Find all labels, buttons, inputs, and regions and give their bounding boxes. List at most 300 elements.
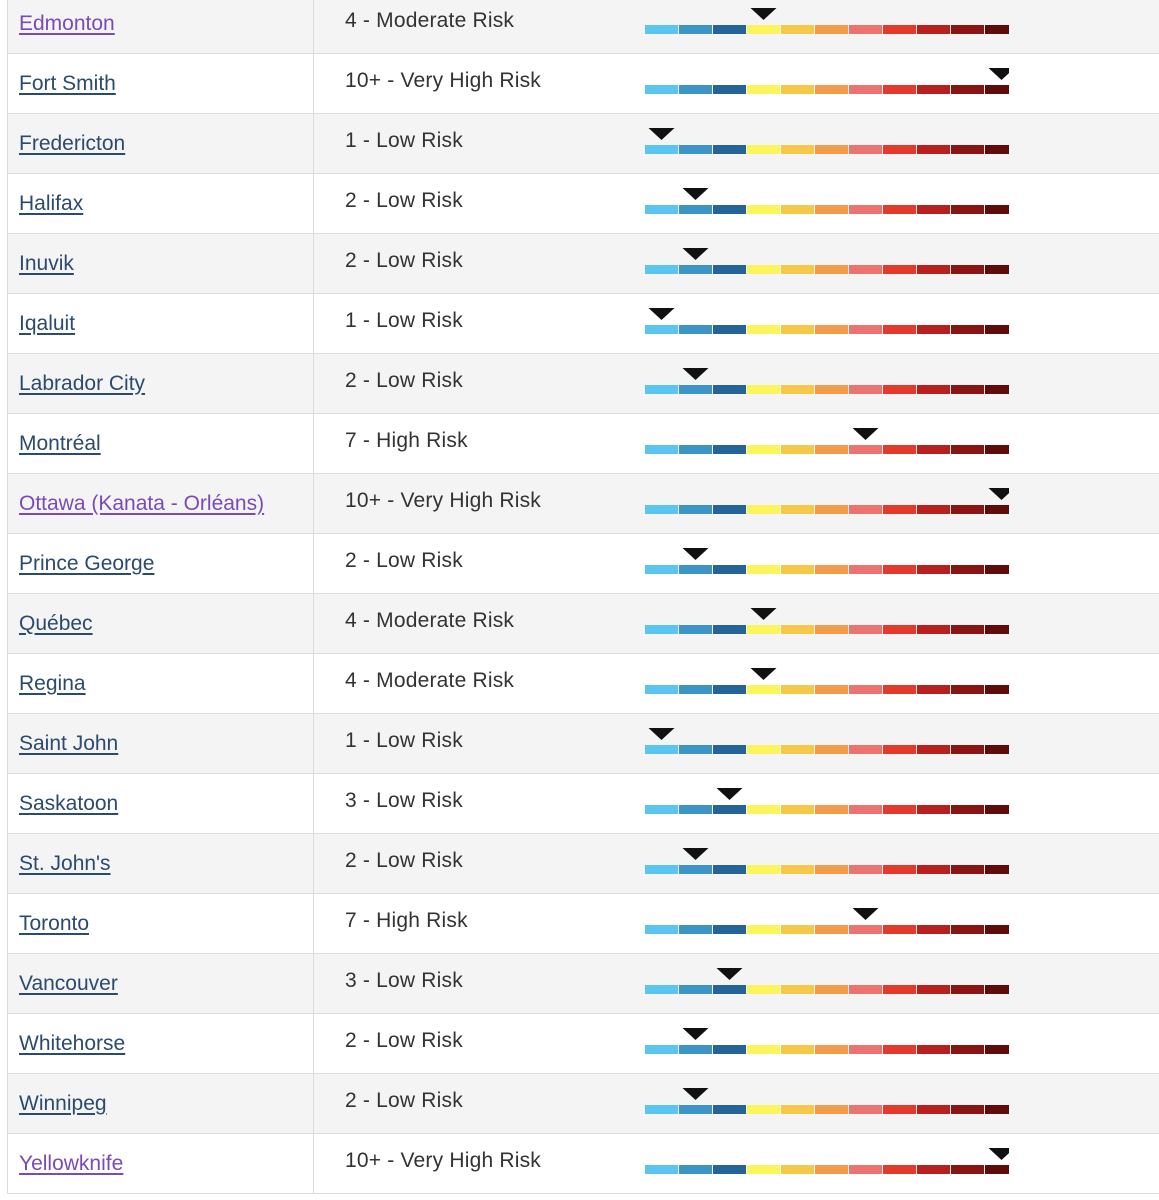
risk-scale-graphic xyxy=(645,294,1009,353)
scale-segment-6 xyxy=(815,265,848,274)
city-link[interactable]: Saskatoon xyxy=(19,791,119,815)
scale-segment-6 xyxy=(815,625,848,634)
risk-label: 7 - High Risk xyxy=(345,429,468,452)
scale-segment-10 xyxy=(951,1105,984,1114)
scale-segment-3 xyxy=(713,1045,746,1054)
risk-scale xyxy=(645,294,1009,353)
city-cell xyxy=(8,954,314,1013)
risk-label: 2 - Low Risk xyxy=(345,249,463,272)
scale-segment-8 xyxy=(883,505,916,514)
city-cell xyxy=(8,714,314,773)
city-link[interactable]: Labrador City xyxy=(19,371,146,395)
risk-cell xyxy=(314,54,1159,113)
scale-segment-2 xyxy=(679,85,712,94)
scale-segment-1 xyxy=(645,1045,678,1054)
risk-label: 4 - Moderate Risk xyxy=(345,609,515,632)
scale-segment-8 xyxy=(883,145,916,154)
scale-segment-3 xyxy=(713,85,746,94)
risk-label: 10+ - Very High Risk xyxy=(345,1149,541,1172)
scale-segment-6 xyxy=(815,505,848,514)
city-cell xyxy=(8,414,314,473)
risk-label: 2 - Low Risk xyxy=(345,549,463,572)
risk-cell xyxy=(314,534,1159,593)
city-link[interactable]: Fort Smith xyxy=(19,71,116,95)
scale-segment-10 xyxy=(951,505,984,514)
risk-scale-graphic xyxy=(645,534,1009,593)
risk-scale xyxy=(645,594,1009,653)
city-link[interactable]: Québec xyxy=(19,611,93,635)
scale-segment-2 xyxy=(679,685,712,694)
table-row xyxy=(8,234,1159,294)
scale-segment-1 xyxy=(645,1105,678,1114)
scale-segment-9 xyxy=(917,1105,950,1114)
scale-segment-10 xyxy=(951,565,984,574)
scale-segment-11 xyxy=(985,1105,1009,1114)
risk-marker-icon xyxy=(717,788,743,800)
scale-segment-4 xyxy=(747,205,780,214)
scale-segment-11 xyxy=(985,265,1009,274)
risk-cell xyxy=(314,774,1159,833)
scale-segment-8 xyxy=(883,265,916,274)
scale-segment-9 xyxy=(917,85,950,94)
scale-segment-3 xyxy=(713,925,746,934)
city-link[interactable]: Whitehorse xyxy=(19,1031,126,1055)
scale-segment-5 xyxy=(781,685,814,694)
scale-segment-7 xyxy=(849,85,882,94)
scale-segment-4 xyxy=(747,1045,780,1054)
risk-marker-icon xyxy=(683,1088,709,1100)
risk-label: 2 - Low Risk xyxy=(345,189,463,212)
scale-segment-8 xyxy=(883,985,916,994)
risk-scale-graphic xyxy=(645,54,1009,113)
scale-segment-10 xyxy=(951,625,984,634)
risk-marker-icon xyxy=(751,668,777,680)
risk-scale-graphic xyxy=(645,1014,1009,1073)
risk-scale-graphic xyxy=(645,654,1009,713)
risk-marker-icon xyxy=(649,728,675,740)
risk-scale xyxy=(645,474,1009,533)
scale-segment-1 xyxy=(645,445,678,454)
city-link[interactable]: Winnipeg xyxy=(19,1091,107,1115)
scale-segment-5 xyxy=(781,985,814,994)
scale-segment-2 xyxy=(679,445,712,454)
city-cell xyxy=(8,354,314,413)
scale-segment-4 xyxy=(747,325,780,334)
table-row xyxy=(8,1014,1159,1074)
city-cell xyxy=(8,834,314,893)
scale-segment-5 xyxy=(781,625,814,634)
scale-segment-1 xyxy=(645,985,678,994)
scale-segment-2 xyxy=(679,265,712,274)
table-row xyxy=(8,1134,1159,1194)
risk-scale-graphic xyxy=(645,894,1009,953)
risk-scale xyxy=(645,0,1009,53)
scale-segment-9 xyxy=(917,265,950,274)
scale-segment-11 xyxy=(985,925,1009,934)
risk-marker-icon xyxy=(649,308,675,320)
air-quality-risk-table xyxy=(7,0,1159,1194)
scale-segment-1 xyxy=(645,325,678,334)
scale-segment-8 xyxy=(883,685,916,694)
scale-segment-3 xyxy=(713,205,746,214)
table-row xyxy=(8,1074,1159,1134)
scale-segment-2 xyxy=(679,25,712,34)
risk-label: 1 - Low Risk xyxy=(345,309,463,332)
risk-marker-icon xyxy=(989,488,1010,500)
scale-segment-1 xyxy=(645,745,678,754)
scale-segment-6 xyxy=(815,685,848,694)
scale-segment-1 xyxy=(645,385,678,394)
scale-segment-2 xyxy=(679,505,712,514)
risk-cell xyxy=(314,414,1159,473)
scale-segment-7 xyxy=(849,1045,882,1054)
scale-segment-2 xyxy=(679,925,712,934)
scale-segment-5 xyxy=(781,505,814,514)
scale-segment-8 xyxy=(883,25,916,34)
scale-segment-2 xyxy=(679,985,712,994)
scale-segment-9 xyxy=(917,625,950,634)
scale-segment-1 xyxy=(645,25,678,34)
risk-label: 3 - Low Risk xyxy=(345,969,463,992)
scale-segment-8 xyxy=(883,925,916,934)
scale-segment-5 xyxy=(781,385,814,394)
risk-label: 1 - Low Risk xyxy=(345,129,463,152)
scale-segment-8 xyxy=(883,1165,916,1174)
scale-segment-7 xyxy=(849,625,882,634)
scale-segment-1 xyxy=(645,1165,678,1174)
risk-scale xyxy=(645,414,1009,473)
scale-segment-5 xyxy=(781,1165,814,1174)
risk-scale-graphic xyxy=(645,954,1009,1013)
scale-segment-6 xyxy=(815,1045,848,1054)
city-link[interactable]: Edmonton xyxy=(19,11,115,35)
scale-segment-3 xyxy=(713,1165,746,1174)
scale-segment-7 xyxy=(849,1165,882,1174)
city-link[interactable]: Regina xyxy=(19,671,86,695)
risk-scale xyxy=(645,234,1009,293)
city-link[interactable]: Yellowknife xyxy=(19,1151,124,1175)
risk-scale xyxy=(645,174,1009,233)
scale-segment-6 xyxy=(815,325,848,334)
scale-segment-6 xyxy=(815,25,848,34)
scale-segment-3 xyxy=(713,1105,746,1114)
scale-segment-4 xyxy=(747,505,780,514)
scale-segment-7 xyxy=(849,325,882,334)
scale-segment-9 xyxy=(917,385,950,394)
scale-segment-2 xyxy=(679,145,712,154)
city-cell xyxy=(8,774,314,833)
scale-segment-1 xyxy=(645,205,678,214)
scale-segment-5 xyxy=(781,85,814,94)
scale-segment-9 xyxy=(917,565,950,574)
scale-segment-7 xyxy=(849,865,882,874)
scale-segment-11 xyxy=(985,445,1009,454)
risk-label: 7 - High Risk xyxy=(345,909,468,932)
city-cell xyxy=(8,474,314,533)
scale-segment-5 xyxy=(781,205,814,214)
table-row xyxy=(8,774,1159,834)
city-cell xyxy=(8,654,314,713)
scale-segment-1 xyxy=(645,565,678,574)
risk-scale-graphic xyxy=(645,234,1009,293)
risk-marker-icon xyxy=(751,8,777,20)
risk-marker-icon xyxy=(989,68,1010,80)
risk-cell xyxy=(314,1134,1159,1193)
risk-scale xyxy=(645,534,1009,593)
scale-segment-7 xyxy=(849,925,882,934)
scale-segment-10 xyxy=(951,685,984,694)
risk-cell xyxy=(314,354,1159,413)
risk-scale-graphic xyxy=(645,474,1009,533)
scale-segment-11 xyxy=(985,385,1009,394)
scale-segment-2 xyxy=(679,1045,712,1054)
risk-scale-graphic xyxy=(645,1074,1009,1133)
table-row xyxy=(8,414,1159,474)
scale-segment-4 xyxy=(747,685,780,694)
risk-scale xyxy=(645,954,1009,1013)
scale-segment-5 xyxy=(781,325,814,334)
scale-segment-3 xyxy=(713,25,746,34)
scale-segment-3 xyxy=(713,505,746,514)
scale-segment-3 xyxy=(713,565,746,574)
table-row xyxy=(8,894,1159,954)
city-link[interactable]: Vancouver xyxy=(19,971,118,995)
scale-segment-11 xyxy=(985,1165,1009,1174)
risk-label: 10+ - Very High Risk xyxy=(345,489,541,512)
scale-segment-7 xyxy=(849,505,882,514)
scale-segment-8 xyxy=(883,445,916,454)
scale-segment-8 xyxy=(883,85,916,94)
city-cell xyxy=(8,54,314,113)
scale-segment-5 xyxy=(781,265,814,274)
scale-segment-4 xyxy=(747,745,780,754)
scale-segment-6 xyxy=(815,865,848,874)
scale-segment-7 xyxy=(849,565,882,574)
scale-segment-11 xyxy=(985,745,1009,754)
city-link[interactable]: Ottawa (Kanata - Orléans) xyxy=(19,491,265,515)
risk-scale-graphic xyxy=(645,594,1009,653)
scale-segment-11 xyxy=(985,865,1009,874)
scale-segment-4 xyxy=(747,865,780,874)
scale-segment-2 xyxy=(679,1165,712,1174)
table-row xyxy=(8,294,1159,354)
scale-segment-3 xyxy=(713,745,746,754)
scale-segment-11 xyxy=(985,505,1009,514)
scale-segment-8 xyxy=(883,865,916,874)
risk-cell xyxy=(314,654,1159,713)
scale-segment-10 xyxy=(951,25,984,34)
scale-segment-10 xyxy=(951,865,984,874)
scale-segment-7 xyxy=(849,1105,882,1114)
risk-marker-icon xyxy=(989,1148,1010,1160)
table-row xyxy=(8,54,1159,114)
risk-scale xyxy=(645,774,1009,833)
scale-segment-3 xyxy=(713,385,746,394)
scale-segment-8 xyxy=(883,1045,916,1054)
city-link[interactable]: St. John's xyxy=(19,851,111,875)
risk-scale-graphic xyxy=(645,0,1009,53)
city-cell xyxy=(8,0,314,53)
risk-label: 2 - Low Risk xyxy=(345,1029,463,1052)
scale-segment-1 xyxy=(645,685,678,694)
scale-segment-11 xyxy=(985,205,1009,214)
risk-cell xyxy=(314,954,1159,1013)
risk-label: 2 - Low Risk xyxy=(345,849,463,872)
risk-cell xyxy=(314,174,1159,233)
scale-segment-8 xyxy=(883,385,916,394)
city-cell xyxy=(8,1074,314,1133)
scale-segment-9 xyxy=(917,925,950,934)
city-link[interactable]: Halifax xyxy=(19,191,84,215)
scale-segment-3 xyxy=(713,145,746,154)
scale-segment-7 xyxy=(849,805,882,814)
scale-segment-11 xyxy=(985,565,1009,574)
scale-segment-8 xyxy=(883,325,916,334)
risk-cell xyxy=(314,1074,1159,1133)
scale-segment-4 xyxy=(747,265,780,274)
table-row xyxy=(8,354,1159,414)
scale-segment-6 xyxy=(815,205,848,214)
risk-cell xyxy=(314,474,1159,533)
risk-scale-graphic xyxy=(645,834,1009,893)
scale-segment-10 xyxy=(951,445,984,454)
scale-segment-5 xyxy=(781,25,814,34)
risk-label: 3 - Low Risk xyxy=(345,789,463,812)
scale-segment-10 xyxy=(951,385,984,394)
risk-scale xyxy=(645,834,1009,893)
scale-segment-9 xyxy=(917,745,950,754)
scale-segment-11 xyxy=(985,145,1009,154)
risk-marker-icon xyxy=(683,368,709,380)
table-row xyxy=(8,534,1159,594)
city-link[interactable]: Iqaluit xyxy=(19,311,76,335)
city-link[interactable]: Prince George xyxy=(19,551,155,575)
scale-segment-9 xyxy=(917,685,950,694)
risk-scale xyxy=(645,114,1009,173)
risk-marker-icon xyxy=(683,188,709,200)
city-link[interactable]: Inuvik xyxy=(19,251,74,275)
risk-label: 4 - Moderate Risk xyxy=(345,9,515,32)
risk-cell xyxy=(314,234,1159,293)
scale-segment-6 xyxy=(815,745,848,754)
scale-segment-7 xyxy=(849,985,882,994)
scale-segment-3 xyxy=(713,985,746,994)
risk-marker-icon xyxy=(717,968,743,980)
scale-segment-2 xyxy=(679,865,712,874)
city-link[interactable]: Toronto xyxy=(19,911,90,935)
risk-scale xyxy=(645,1014,1009,1073)
scale-segment-10 xyxy=(951,985,984,994)
scale-segment-4 xyxy=(747,85,780,94)
scale-segment-7 xyxy=(849,685,882,694)
city-link[interactable]: Saint John xyxy=(19,731,119,755)
scale-segment-4 xyxy=(747,385,780,394)
scale-segment-3 xyxy=(713,625,746,634)
scale-segment-7 xyxy=(849,145,882,154)
scale-segment-4 xyxy=(747,25,780,34)
scale-segment-9 xyxy=(917,325,950,334)
scale-segment-1 xyxy=(645,145,678,154)
table-row xyxy=(8,954,1159,1014)
scale-segment-8 xyxy=(883,1105,916,1114)
risk-scale-graphic xyxy=(645,114,1009,173)
scale-segment-4 xyxy=(747,445,780,454)
city-cell xyxy=(8,534,314,593)
scale-segment-1 xyxy=(645,865,678,874)
scale-segment-1 xyxy=(645,805,678,814)
risk-cell xyxy=(314,834,1159,893)
scale-segment-3 xyxy=(713,685,746,694)
table-row xyxy=(8,0,1159,54)
scale-segment-5 xyxy=(781,865,814,874)
risk-marker-icon xyxy=(751,608,777,620)
risk-scale xyxy=(645,354,1009,413)
scale-segment-10 xyxy=(951,85,984,94)
city-link[interactable]: Montréal xyxy=(19,431,101,455)
scale-segment-9 xyxy=(917,865,950,874)
city-cell xyxy=(8,894,314,953)
scale-segment-10 xyxy=(951,145,984,154)
scale-segment-1 xyxy=(645,625,678,634)
scale-segment-5 xyxy=(781,1105,814,1114)
scale-segment-2 xyxy=(679,565,712,574)
risk-scale xyxy=(645,894,1009,953)
scale-segment-7 xyxy=(849,445,882,454)
scale-segment-6 xyxy=(815,985,848,994)
scale-segment-3 xyxy=(713,325,746,334)
scale-segment-10 xyxy=(951,1045,984,1054)
risk-scale xyxy=(645,714,1009,773)
risk-marker-icon xyxy=(683,248,709,260)
scale-segment-9 xyxy=(917,25,950,34)
scale-segment-4 xyxy=(747,565,780,574)
table-row xyxy=(8,714,1159,774)
scale-segment-7 xyxy=(849,25,882,34)
city-cell xyxy=(8,1014,314,1073)
scale-segment-2 xyxy=(679,205,712,214)
scale-segment-4 xyxy=(747,1165,780,1174)
scale-segment-7 xyxy=(849,745,882,754)
scale-segment-9 xyxy=(917,1165,950,1174)
risk-scale xyxy=(645,654,1009,713)
scale-segment-10 xyxy=(951,925,984,934)
scale-segment-8 xyxy=(883,805,916,814)
city-link[interactable]: Fredericton xyxy=(19,131,126,155)
scale-segment-11 xyxy=(985,985,1009,994)
city-cell xyxy=(8,594,314,653)
scale-segment-8 xyxy=(883,745,916,754)
scale-segment-4 xyxy=(747,145,780,154)
scale-segment-7 xyxy=(849,265,882,274)
risk-scale-graphic xyxy=(645,174,1009,233)
risk-cell xyxy=(314,294,1159,353)
scale-segment-3 xyxy=(713,265,746,274)
scale-segment-9 xyxy=(917,445,950,454)
city-cell xyxy=(8,114,314,173)
scale-segment-11 xyxy=(985,325,1009,334)
risk-marker-icon xyxy=(853,428,879,440)
risk-scale xyxy=(645,1134,1009,1193)
risk-scale-graphic xyxy=(645,714,1009,773)
scale-segment-9 xyxy=(917,805,950,814)
table-row xyxy=(8,474,1159,534)
scale-segment-11 xyxy=(985,805,1009,814)
table-row xyxy=(8,834,1159,894)
risk-marker-icon xyxy=(853,908,879,920)
risk-marker-icon xyxy=(683,1028,709,1040)
scale-segment-4 xyxy=(747,925,780,934)
risk-marker-icon xyxy=(683,548,709,560)
